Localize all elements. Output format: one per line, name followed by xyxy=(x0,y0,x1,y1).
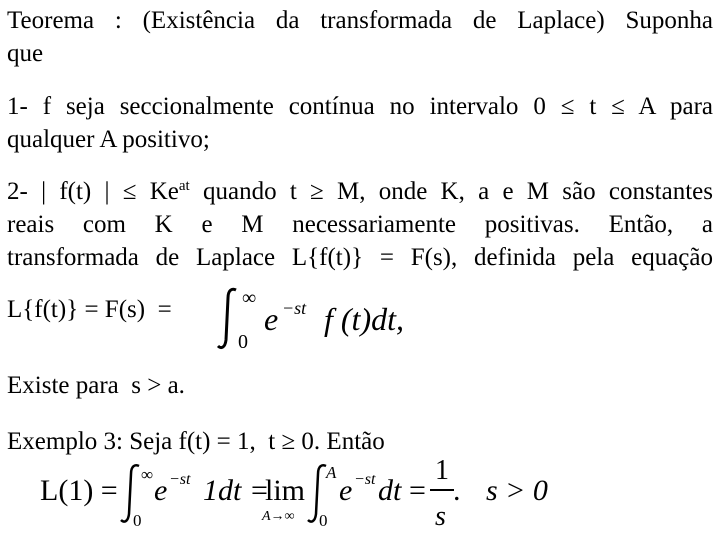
example-lhs: L(1) = xyxy=(40,474,118,507)
condition-1 xyxy=(7,90,713,156)
example-int1-e: e xyxy=(154,474,168,507)
integral-sign xyxy=(218,289,236,347)
condition-2-line-1-start: 2- | f(t) | ≤ Ke xyxy=(7,178,179,205)
example-equation xyxy=(7,452,713,534)
integral-lower-limit: 0 xyxy=(238,331,248,353)
example-int1-body: 1dt xyxy=(203,474,242,507)
integrand-rest: f (t)dt, xyxy=(324,301,404,337)
condition-2-line-2: reais com K e M necessariamente positivas. Então, a xyxy=(7,211,713,238)
existence-statement: Existe para s > a. xyxy=(7,372,185,399)
example-int1-upper: ∞ xyxy=(141,465,154,484)
example-equals: = xyxy=(251,474,268,507)
example-fraction-denominator: s xyxy=(435,501,446,532)
example-int1-exponent: −st xyxy=(169,471,191,488)
example-int1-lower: 0 xyxy=(133,511,142,530)
example-int2-e: e xyxy=(339,474,353,507)
example-equation-formula xyxy=(7,452,713,534)
condition-1-line-1: 1- f seja seccionalmente contínua no intervalo 0 ≤ t ≤ A para xyxy=(7,93,713,120)
example-result-equals: = xyxy=(409,474,426,507)
integrand-base-e: e xyxy=(264,301,279,337)
integrand-exponent: −st xyxy=(282,298,307,318)
example-lim-subscript: A→∞ xyxy=(262,509,295,524)
definition-integral-formula xyxy=(212,284,472,354)
laplace-definition-equation xyxy=(7,284,713,354)
condition-2-line-3: transformada de Laplace L{f(t)} = F(s), definida pela equação xyxy=(7,244,713,271)
condition-2-line-1-end: quando t ≥ M, onde K, a e M são constantes xyxy=(189,178,713,205)
theorem-line-1: Teorema : (Existência da transformada de Laplace) Suponha xyxy=(7,7,713,34)
definition-lhs: L{f(t)} = F(s) = xyxy=(7,296,172,323)
example-fraction-numerator: 1 xyxy=(435,455,449,486)
example-int2-body: dt xyxy=(378,474,402,507)
condition-2 xyxy=(7,175,713,274)
example-result-dot: . xyxy=(453,474,461,507)
condition-1-line-2: qualquer A positivo; xyxy=(7,126,210,153)
example-condition: s > 0 xyxy=(486,474,548,507)
theorem-statement xyxy=(7,4,713,70)
example-heading: Exemplo 3: Seja f(t) = 1, t ≥ 0. Então xyxy=(7,428,385,455)
theorem-line-2: que xyxy=(7,40,44,67)
example-int2-upper: A xyxy=(326,463,337,482)
example-int2-exponent: −st xyxy=(354,471,376,488)
exponent-at: at xyxy=(178,178,190,194)
example-int2-lower: 0 xyxy=(319,511,328,530)
example-lim: lim xyxy=(265,474,306,507)
condition-2-line-1 xyxy=(7,175,713,208)
integral-upper-limit: ∞ xyxy=(242,287,257,309)
